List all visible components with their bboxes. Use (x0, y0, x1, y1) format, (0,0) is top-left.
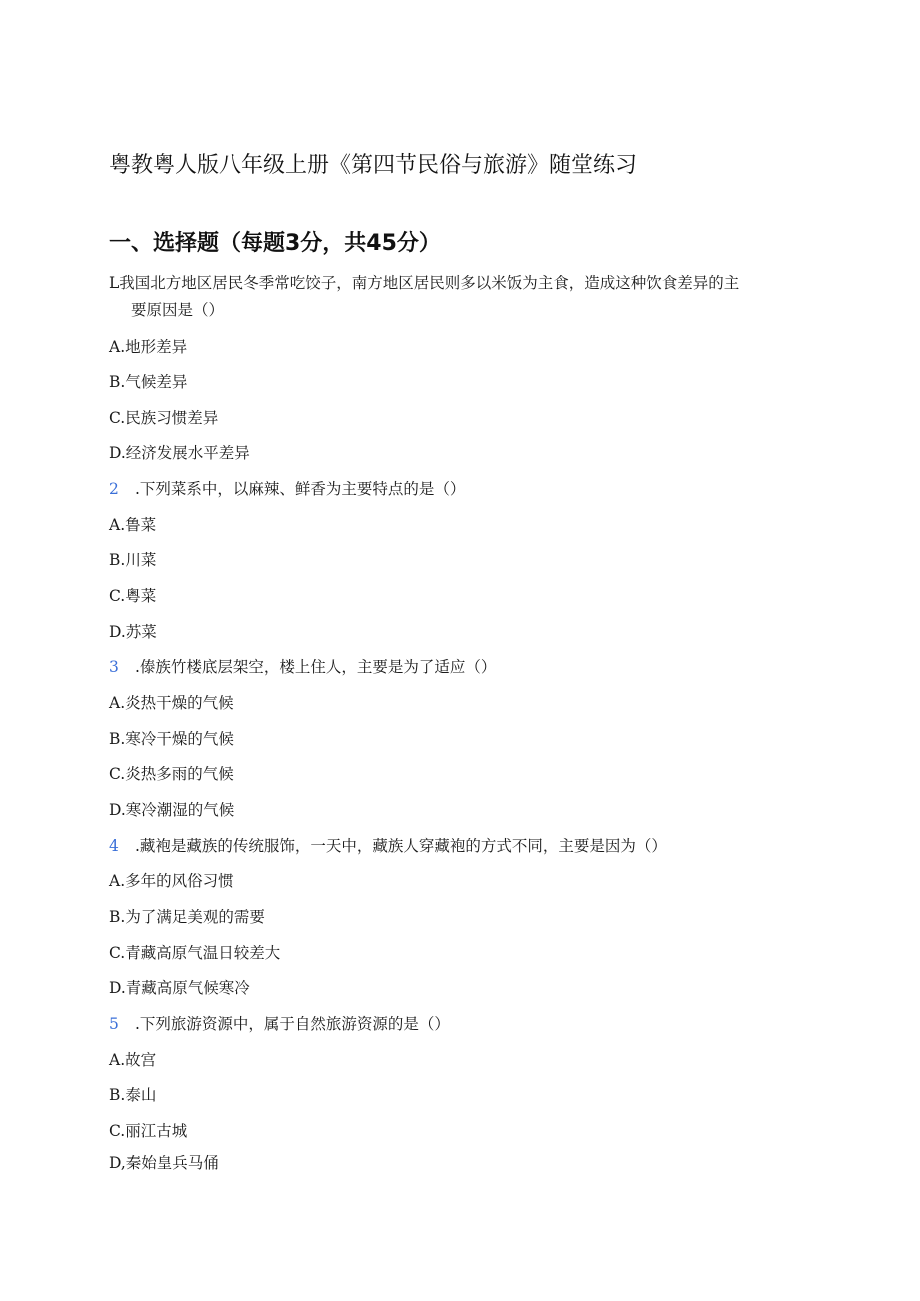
question-1-option-c: C.民族习惯差异 (109, 409, 219, 427)
question-3 (109, 657, 496, 677)
question-5-option-a: A.故宫 (109, 1051, 157, 1069)
page-title: 粤教粤人版八年级上册《第四节民俗与旅游》随堂练习 (109, 153, 638, 178)
question-5-option-b: B.泰山 (109, 1086, 157, 1104)
question-3-option-c: C.炎热多雨的气候 (109, 765, 234, 783)
question-text: .下列旅游资源中，属于自然旅游资源的是（） (135, 1015, 450, 1033)
question-2-option-c: C.粤菜 (109, 587, 157, 605)
question-text: .藏袍是藏族的传统服饰，一天中，藏族人穿藏袍的方式不同，主要是因为（） (135, 837, 667, 855)
question-3-option-d: D.寒冷潮湿的气候 (109, 801, 235, 819)
question-number: 3 (109, 658, 119, 676)
question-5-option-c: C.丽江古城 (109, 1122, 188, 1140)
question-4-option-b: B.为了满足美观的需要 (109, 908, 265, 926)
question-4-option-c: C.青藏高原气温日较差大 (109, 944, 281, 962)
question-text: .下列菜系中，以麻辣、鲜香为主要特点的是（） (135, 480, 466, 498)
question-2-option-b: B.川菜 (109, 551, 157, 569)
question-1-option-b: B.气候差异 (109, 373, 188, 391)
question-2 (109, 479, 465, 499)
question-2-option-a: A.鲁菜 (109, 516, 157, 534)
question-4-option-a: A.多年的风俗习惯 (109, 872, 234, 890)
question-4 (109, 836, 667, 856)
question-3-option-b: B.寒冷干燥的气候 (109, 730, 234, 748)
question-1-line-2: 要原因是（） (131, 301, 225, 319)
question-5 (109, 1014, 450, 1034)
question-1-line-1: L我国北方地区居民冬季常吃饺子，南方地区居民则多以米饭为主食，造成这种饮食差异的主 (109, 274, 740, 292)
question-1-option-a: A.地形差异 (109, 338, 188, 356)
question-2-option-d: D.苏菜 (109, 623, 157, 641)
section-heading: 一、选择题（每题3分，共45分） (109, 231, 441, 256)
question-5-option-d: D,秦始皇兵马俑 (109, 1154, 219, 1172)
question-4-option-d: D.青藏高原气候寒冷 (109, 979, 250, 997)
question-3-option-a: A.炎热干燥的气候 (109, 694, 234, 712)
question-text: .傣族竹楼底层架空，楼上住人，主要是为了适应（） (135, 658, 497, 676)
question-number: 5 (109, 1015, 119, 1033)
question-number: 4 (109, 837, 119, 855)
question-number: 2 (109, 480, 119, 498)
question-1-option-d: D.经济发展水平差异 (109, 444, 250, 462)
